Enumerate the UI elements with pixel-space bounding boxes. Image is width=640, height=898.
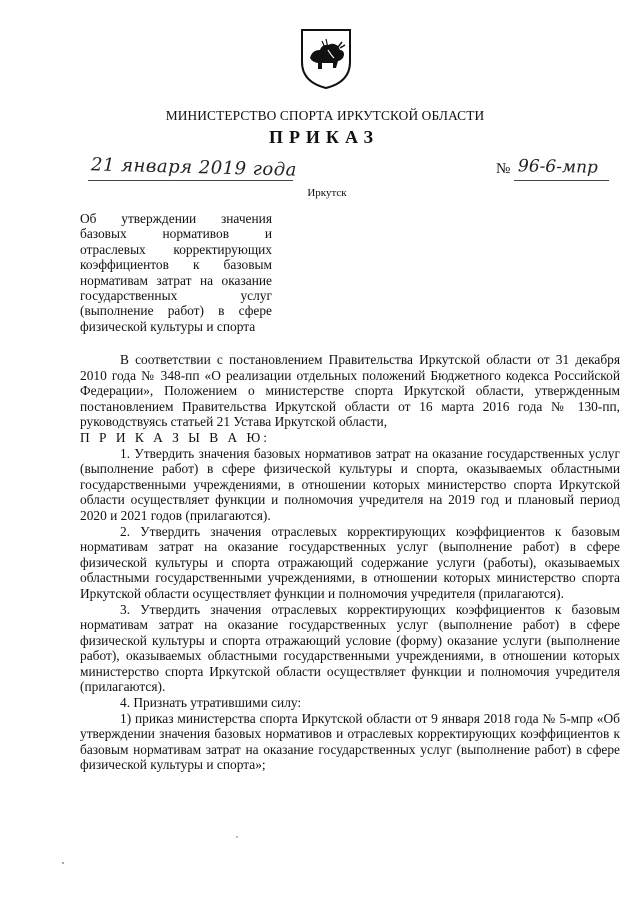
city-name: Иркутск <box>307 187 347 199</box>
date-underline <box>88 180 293 181</box>
order-subject: Об утверждении значения базовых нормативов и отраслевых корректирующих коэффициентов к базовым нормативам затрат на оказание государственных услуг (выполнение работ) в сфере физической культуры и спорта <box>80 211 272 334</box>
order-item: 3. Утвердить значения отраслевых корректирующих коэффициентов к базовым нормативам затрат на оказание государственных услуг (выполнение работ) в сфере физической культуры и спорта отражающий условие (форму) оказание услуги (выполнение работ), оказываемых областными государственными учреждениями, в отношении которых министерство спорта Иркутской области осуществляет функции и полномочия учредителя (прилагаются). <box>80 601 620 695</box>
decree-heading: П Р И К А З Ы В А Ю: <box>80 429 270 445</box>
order-item: 1. Утвердить значения базовых нормативов затрат на оказание государственных услуг (выполнение работ) в сфере физической культуры и спорта, оказываемых областными государственными учреждениями, в отношении которых министерство спорта Иркутской области осуществляет функции и полномочия учредителя на 2019 год и плановый период 2020 и 2021 годов (прилагаются). <box>80 445 620 523</box>
document-title: ПРИКАЗ <box>268 127 380 147</box>
preamble-paragraph: В соответствии с постановлением Правительства Иркутской области от 31 декабря 2010 года № 348-пп «О реализации отдельных положений Бюджетного кодекса Российской Федерации», Положением о министерстве спорта Иркутской области, утвержденным постановлением Правительства Иркутской области от 16 марта 2016 года № 130-пп, руководствуясь статьей 21 Устава Иркутской области, <box>80 352 620 430</box>
handwritten-date: 21 января 2019 года <box>90 154 298 181</box>
order-item: 4. Признать утратившими силу: <box>120 695 302 711</box>
order-item: 1) приказ министерства спорта Иркутской области от 9 января 2018 года № 5-мпр «Об утверждении значения базовых нормативов и отраслевых корректирующих коэффициентов к базовым нормативам затрат на оказание государственных услуг (выполнение работ) в сфере физической культуры и спорта»; <box>80 710 620 773</box>
ministry-name: МИНИСТЕРСТВО СПОРТА ИРКУТСКОЙ ОБЛАСТИ <box>165 108 485 123</box>
scan-speck <box>236 836 238 838</box>
handwritten-order-number: 96-6-мпр <box>517 156 599 178</box>
scan-speck <box>62 862 64 864</box>
number-sign: № <box>496 161 511 177</box>
number-underline <box>514 180 609 181</box>
order-body <box>80 352 620 773</box>
order-item: 2. Утвердить значения отраслевых корректирующих коэффициентов к базовым нормативам затрат на оказание государственных услуг (выполнение работ) в сфере физической культуры и спорта отражающий содержание услуги (работы), оказываемых областными государственными учреждениями, в отношении которых министерство спорта Иркутской области осуществляет функции и полномочия учредителя (прилагаются). <box>80 523 620 601</box>
coat-of-arms-emblem <box>298 28 354 90</box>
